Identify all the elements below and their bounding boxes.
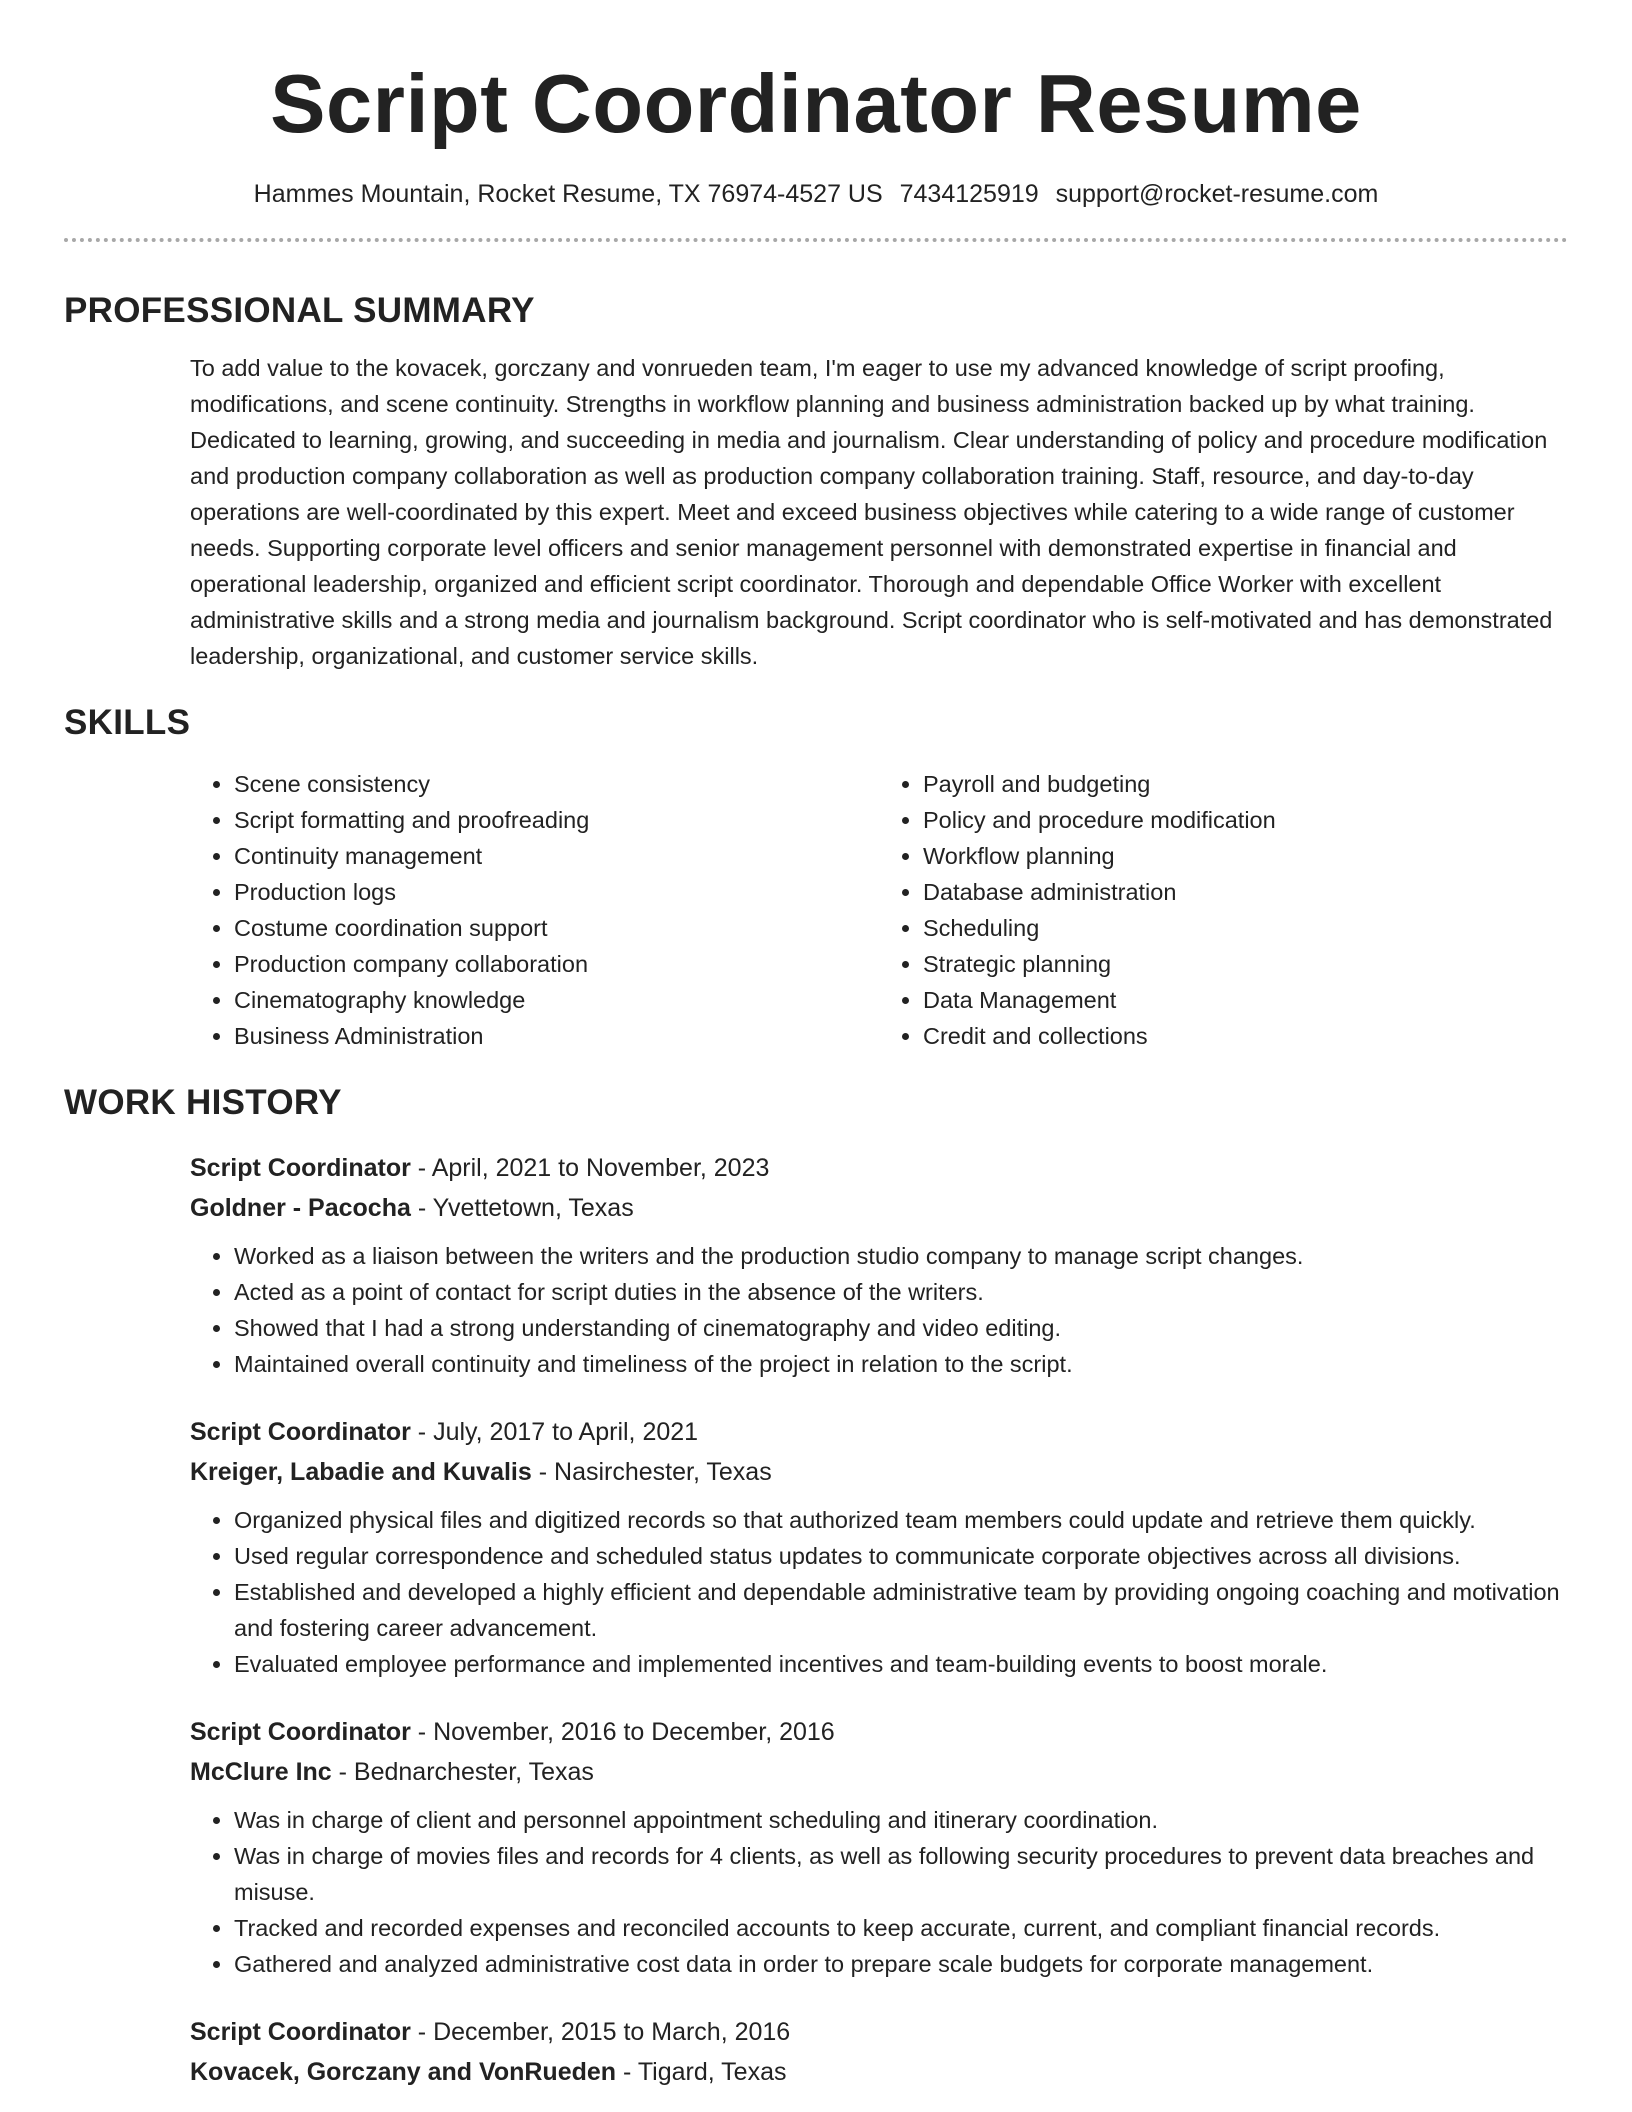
- job-company: Goldner - Pacocha: [190, 1194, 411, 1222]
- contact-line: [64, 178, 1568, 210]
- job-dates: April, 2021 to November, 2023: [431, 1154, 770, 1182]
- job-title: Script Coordinator: [190, 1418, 411, 1446]
- skill-item: • Scheduling: [923, 910, 1568, 946]
- duty-item: • Was in charge of movies files and records for 4 clients, as well as following security procedures to prevent data breaches and misuse.: [234, 1838, 1568, 1910]
- duty-item: • Organized physical files and digitized records so that authorized team members could update and retrieve them quickly.: [234, 1502, 1568, 1538]
- job-dates: December, 2015 to March, 2016: [433, 2018, 791, 2046]
- job-location: Yvettetown, Texas: [432, 1194, 634, 1222]
- separator: -: [410, 2018, 434, 2046]
- contact-email: support@rocket-resume.com: [1055, 180, 1379, 208]
- skill-item: • Workflow planning: [923, 838, 1568, 874]
- job-dates: November, 2016 to December, 2016: [433, 1718, 835, 1746]
- resume-title: Script Coordinator Resume: [270, 57, 1362, 150]
- job-entry: [190, 2012, 1568, 2092]
- duty-item: • Established and developed a highly efficient and dependable administrative team by providing ongoing coaching and motivation and fostering career advancement.: [234, 1574, 1568, 1646]
- duty-item: • Worked as a liaison between the writers and the production studio company to manage script changes.: [234, 1238, 1568, 1274]
- job-title-line: [190, 1412, 1568, 1452]
- job-duties: [190, 1238, 1568, 1382]
- duty-item: • Maintained overall continuity and timeliness of the project in relation to the script.: [234, 1346, 1568, 1382]
- job-entry: [190, 1148, 1568, 1382]
- job-location: Nasirchester, Texas: [554, 1458, 772, 1486]
- job-company-line: [190, 2052, 1568, 2092]
- header-divider: [64, 238, 1568, 242]
- skill-item: • Scene consistency: [234, 766, 879, 802]
- skill-item: • Continuity management: [234, 838, 879, 874]
- duty-item: • Acted as a point of contact for script duties in the absence of the writers.: [234, 1274, 1568, 1310]
- separator: -: [616, 2058, 638, 2086]
- skill-item: • Payroll and budgeting: [923, 766, 1568, 802]
- skills-grid: [190, 766, 1568, 1054]
- job-location: Tigard, Texas: [637, 2058, 787, 2086]
- contact-address: Hammes Mountain, Rocket Resume, TX 76974-4527 US: [253, 180, 883, 208]
- job-title: Script Coordinator: [190, 2018, 411, 2046]
- skill-item: • Credit and collections: [923, 1018, 1568, 1054]
- summary-heading: PROFESSIONAL SUMMARY: [64, 291, 535, 330]
- duty-item: • Tracked and recorded expenses and reconciled accounts to keep accurate, current, and compliant financial records.: [234, 1910, 1568, 1946]
- job-entry: [190, 1712, 1568, 1982]
- skills-column-right: [879, 766, 1568, 1054]
- job-duties: [190, 1802, 1568, 1982]
- skill-item: • Script formatting and proofreading: [234, 802, 879, 838]
- skill-item: • Database administration: [923, 874, 1568, 910]
- job-company-line: [190, 1752, 1568, 1792]
- job-company: Kovacek, Gorczany and VonRueden: [190, 2058, 617, 2086]
- skill-item: • Data Management: [923, 982, 1568, 1018]
- job-title: Script Coordinator: [190, 1154, 411, 1182]
- skill-item: • Costume coordination support: [234, 910, 879, 946]
- duty-item: • Showed that I had a strong understanding of cinematography and video editing.: [234, 1310, 1568, 1346]
- job-title-line: [190, 1712, 1568, 1752]
- summary-text: To add value to the kovacek, gorczany and vonrueden team, I'm eager to use my advanced knowledge of script proofing, modifications, and scene continuity. Strengths in workflow planning and business administration backed up by what training. Dedicated to learning, growing, and succeeding in media and journalism. Clear understanding of policy and procedure modification and production company collaboration as well as production company collaboration training. Staff, resource, and day-to-day operations are well-coordinated by this expert. Meet and exceed business objectives while catering to a wide range of customer needs. Supporting corporate level officers and senior management personnel with demonstrated expertise in financial and operational leadership, organized and efficient script coordinator. Thorough and dependable Office Worker with excellent administrative skills and a strong media and journalism background. Script coordinator who is self-motivated and has demonstrated leadership, organizational, and customer service skills.: [190, 355, 1553, 669]
- duty-item: • Was in charge of client and personnel appointment scheduling and itinerary coordination.: [234, 1802, 1568, 1838]
- separator: -: [410, 1718, 434, 1746]
- skill-item: • Production logs: [234, 874, 879, 910]
- separator: -: [410, 1154, 432, 1182]
- job-location: Bednarchester, Texas: [353, 1758, 594, 1786]
- skill-item: • Strategic planning: [923, 946, 1568, 982]
- duty-item: • Used regular correspondence and scheduled status updates to communicate corporate objectives across all divisions.: [234, 1538, 1568, 1574]
- separator: -: [331, 1758, 354, 1786]
- job-title-line: [190, 2012, 1568, 2052]
- job-title-line: [190, 1148, 1568, 1188]
- job-company-line: [190, 1188, 1568, 1228]
- separator: -: [531, 1458, 555, 1486]
- job-company-line: [190, 1452, 1568, 1492]
- resume-page: [64, 0, 1568, 2092]
- job-entry: [190, 1412, 1568, 1682]
- separator: -: [410, 1418, 434, 1446]
- skill-item: • Business Administration: [234, 1018, 879, 1054]
- job-company: McClure Inc: [190, 1758, 332, 1786]
- skill-item: • Production company collaboration: [234, 946, 879, 982]
- separator: -: [410, 1194, 433, 1222]
- work-history-heading: WORK HISTORY: [64, 1083, 342, 1122]
- job-dates: July, 2017 to April, 2021: [433, 1418, 699, 1446]
- job-company: Kreiger, Labadie and Kuvalis: [190, 1458, 532, 1486]
- job-duties: [190, 1502, 1568, 1682]
- skills-column-left: [190, 766, 879, 1054]
- skill-item: • Cinematography knowledge: [234, 982, 879, 1018]
- skill-item: • Policy and procedure modification: [923, 802, 1568, 838]
- skills-heading: SKILLS: [64, 703, 191, 742]
- duty-item: • Gathered and analyzed administrative cost data in order to prepare scale budgets for corporate management.: [234, 1946, 1568, 1982]
- contact-phone: 7434125919: [899, 180, 1039, 208]
- job-title: Script Coordinator: [190, 1718, 411, 1746]
- duty-item: • Evaluated employee performance and implemented incentives and team-building events to boost morale.: [234, 1646, 1568, 1682]
